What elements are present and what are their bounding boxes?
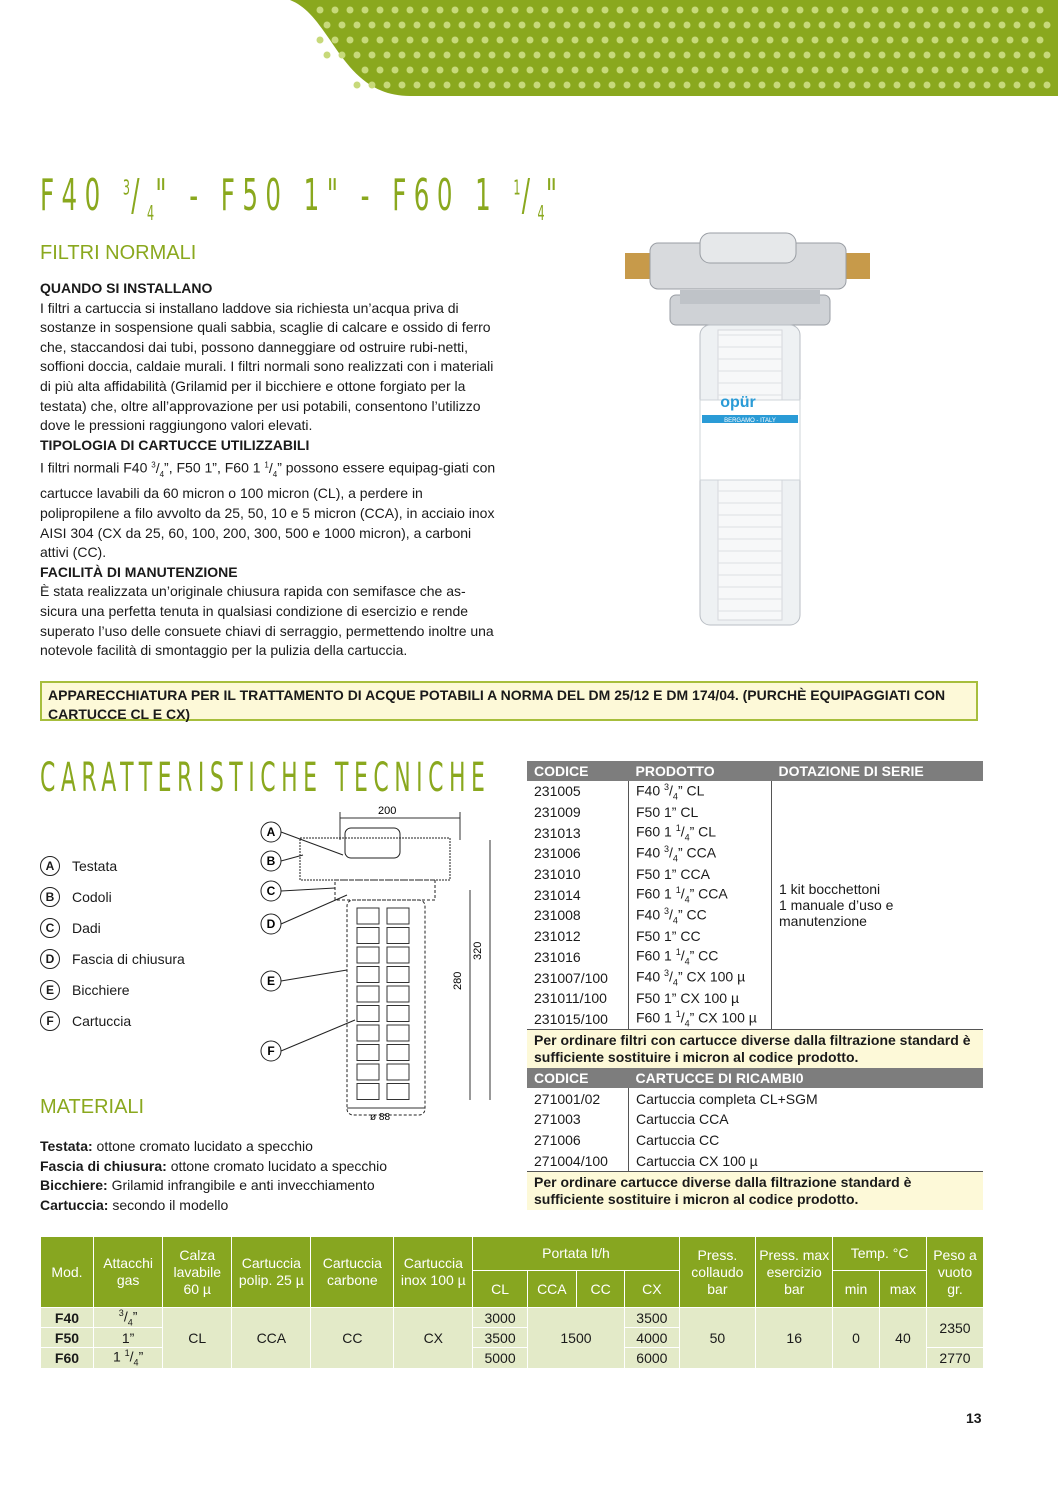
codes-note: Per ordinare filtri con cartucce diverse dalla filtrazione standard è sufficiente sostituire i micron al codice prodotto. [527, 1030, 983, 1069]
svg-text:BERGAMO - ITALY: BERGAMO - ITALY [724, 418, 776, 424]
heading-maintenance: FACILITÀ DI MANUTENZIONE [40, 563, 238, 580]
regulation-notice: APPARECCHIATURA PER IL TRATTAMENTO DI ACQUE POTABILI A NORMA DEL DM 25/12 E DM 174/04. (PURCHÈ EQUIPAGGIATI CON CARTUCCE CL E CX) [40, 681, 978, 721]
col-codice: CODICE [527, 761, 629, 781]
paragraph-installation: I filtri a cartuccia si installano laddove sia richiesta un’acqua priva di sostanze in sospensione quali sabbia, scaglie di calcare e ossido di ferro che, staccandosi dai tubi, possono danneggiare od ostruire rubi-netti, soffioni doccia, caldaie murali. I filtri normali sono realizzati con i materiali di più alta affidabilità (Grilamid per il bicchiere e ottone forgiato per la testata) che, oltre all’approvazione per usi potabili, consentono l’utilizzo dove le pressioni raggiungono valori elevati. [40, 299, 494, 434]
paragraph-cartridge-types: I filtri normali F40 $^3/_4$”, F50 1”, F60 1 $^1/_4$” possono essere equipag-giati con cartucce lavabili da 60 micron o 100 micron (CL), a perdere in polipropilene a filo avvolto da 25, 50, 10 e 5 micron (CCA), in acciaio inox AISI 304 (CX da 25, 60, 100, 200, 300, 500 e 1000 micron), a carboni attivi (CC). [40, 460, 496, 561]
parts-legend [40, 850, 185, 1036]
col-temp-max: max [879, 1271, 926, 1308]
col-inox: Cartuccia inox 100 µ [394, 1237, 473, 1308]
codes-header-row [527, 761, 983, 781]
materials-list [40, 1137, 387, 1215]
col-press-esercizio: Press. max esercizio bar [756, 1237, 833, 1308]
description-text [40, 279, 500, 661]
section-subtitle: FILTRI NORMALI [40, 242, 197, 264]
section-technical-title: CARATTERISTICHE TECNICHE [40, 755, 491, 801]
codes-table: CODICE PRODOTTO DOTAZIONE DI SERIE 231005 F40 $^3/_4$” CL 1 kit bocchettoni 1 manuale d’uso e manutenzione 231009 F50 1” CL 231013 F60 1 $^1/_4$” CL 231006 F40 $^3/_4$” CCA 231010 F50 1” CCA 231014 F60 1 $^1/_4$” CCA 231008 F40 $^3/_4$” CC 231012 F50 1” CC 231016 F60 1 $^1/_4$” CC 231007/100 F40 $^3/_4$” CX 100 µ 231011/100 F50 1” CX 100 µ 231015/100 F60 1 $^1/_4$” CX 100 µ Per ordinare filtri con cartucce diverse dalla filtrazione standard è sufficiente sostituire i micron al codice prodotto. CODICE CARTUCCE DI RICAMBI0 271001/02 Cartuccia completa CL+SGM 271003 Cartuccia CCA 271006 Cartuccia CC 271004/100 Cartuccia CX 100 µ Per ordinare cartucce diverse dalla filtrazione standard è sufficiente sostituire i micron al codice prodotto. [527, 761, 983, 1210]
specs-table [40, 1236, 984, 1369]
svg-text:F: F [267, 1044, 275, 1058]
table-row: 231010 F50 1” CCA [527, 864, 983, 885]
col-calza: Calza lavabile 60 µ [163, 1237, 232, 1308]
legend-letter: C [40, 918, 60, 938]
col-temp: Temp. °C [833, 1237, 927, 1271]
dotazione-cell: 1 kit bocchettoni 1 manuale d’uso e manutenzione [779, 881, 894, 930]
legend-item [40, 850, 185, 881]
svg-text:D: D [266, 917, 276, 931]
table-row: F40 $^3/_4$” CL CCA CC CX 3000 1500 3500 50 16 0 40 2350 [41, 1308, 984, 1328]
table-row: 231011/100 F50 1” CX 100 µ [527, 988, 983, 1009]
col-portata-cx: CX [625, 1271, 679, 1308]
col-portata: Portata lt/h [473, 1237, 679, 1271]
col-temp-min: min [833, 1271, 880, 1308]
legend-letter: D [40, 949, 60, 969]
svg-text:ø 88: ø 88 [370, 1112, 391, 1123]
material-item: Cartuccia: secondo il modello [40, 1196, 229, 1213]
col-portata-cc: CC [576, 1271, 624, 1308]
legend-letter: B [40, 887, 60, 907]
brand-logo: opür [720, 394, 756, 411]
svg-text:A: A [266, 825, 276, 839]
svg-text:B: B [266, 854, 276, 868]
col-press-collaudo: Press. collaudo bar [679, 1237, 756, 1308]
heading-installation: QUANDO SI INSTALLANO [40, 280, 213, 296]
legend-letter: E [40, 980, 60, 1000]
col-carbone: Cartuccia carbone [311, 1237, 394, 1308]
paragraph-maintenance: È stata realizzata un’originale chiusura rapida con semifasce che as-sicura una perfetta tenuta in qualsiasi condizione di esercizio e rende superato l’uso delle consuete chiavi di serraggio, permettendo inoltre una notevole facilità di smontaggio per la pulizia della cartuccia. [40, 583, 494, 659]
heading-cartridge-types: TIPOLOGIA DI CARTUCCE UTILIZZABILI [40, 436, 310, 453]
col-mod: Mod. [41, 1237, 94, 1308]
legend-label: Bicchiere [72, 981, 130, 998]
svg-text:E: E [266, 974, 276, 988]
col-portata-cca: CCA [527, 1271, 576, 1308]
legend-label: Cartuccia [72, 1012, 132, 1029]
material-item: Fascia di chiusura: ottone cromato lucidato a specchio [40, 1157, 388, 1174]
table-row: 231008 F40 $^3/_4$” CC [527, 905, 983, 926]
table-row: 231005 F40 $^3/_4$” CL 1 kit bocchettoni 1 manuale d’uso e manutenzione [527, 781, 983, 802]
col-dotazione: DOTAZIONE DI SERIE [772, 761, 984, 781]
table-row: F60 1 $^1/_4$” 5000 6000 2770 [41, 1348, 984, 1368]
svg-text:C: C [266, 884, 276, 898]
col-peso: Peso a vuoto gr. [927, 1237, 984, 1308]
col-portata-cl: CL [473, 1271, 527, 1308]
table-row: 231007/100 F40 $^3/_4$” CX 100 µ [527, 967, 983, 988]
table-row: 231014 F60 1 $^1/_4$” CCA [527, 884, 983, 905]
table-row: 231012 F50 1” CC [527, 926, 983, 947]
svg-text:280: 280 [452, 971, 464, 990]
legend-letter: F [40, 1011, 60, 1031]
table-row: 231009 F50 1” CL [527, 802, 983, 823]
technical-drawing [255, 800, 510, 1130]
materials-title: MATERIALI [40, 1096, 145, 1118]
table-row: F50 1” 3500 4000 [41, 1328, 984, 1348]
legend-label: Codoli [72, 888, 112, 905]
legend-item [40, 881, 185, 912]
table-row: 231006 F40 $^3/_4$” CCA [527, 843, 983, 864]
svg-text:320: 320 [472, 941, 484, 960]
material-item: Testata: ottone cromato lucidato a specchio [40, 1138, 313, 1154]
col-prodotto: PRODOTTO [629, 761, 772, 781]
page-title: F40 $^3/_4$" - F50 1" - F60 1 $^1/_4$" [40, 170, 565, 225]
legend-item [40, 912, 185, 943]
legend-item [40, 1005, 185, 1036]
table-row: 271004/100 Cartuccia CX 100 µ [527, 1150, 983, 1171]
attacco-f40: $^3/_4$” [93, 1308, 162, 1328]
legend-item [40, 974, 185, 1005]
legend-item [40, 943, 185, 974]
attacco-f60: 1 $^1/_4$” [93, 1348, 162, 1368]
cartridge-note: Per ordinare cartucce diverse dalla filtrazione standard è sufficiente sostituire i micron al codice prodotto. [527, 1172, 983, 1211]
col-attacchi: Attacchi gas [93, 1237, 162, 1308]
table-row: 231013 F60 1 $^1/_4$” CL [527, 822, 983, 843]
table-row: 271001/02 Cartuccia completa CL+SGM [527, 1088, 983, 1109]
header-dot-band [290, 0, 1058, 96]
table-row: 231016 F60 1 $^1/_4$” CC [527, 947, 983, 968]
table-row: 271003 Cartuccia CCA [527, 1109, 983, 1130]
table-row: 231015/100 F60 1 $^1/_4$” CX 100 µ [527, 1009, 983, 1030]
page-number: 13 [966, 1410, 982, 1426]
legend-label: Testata [72, 857, 118, 874]
legend-letter: A [40, 856, 60, 876]
product-photo [620, 225, 878, 633]
legend-label: Dadi [72, 919, 101, 936]
table-row: 271006 Cartuccia CC [527, 1130, 983, 1151]
legend-label: Fascia di chiusura [72, 950, 185, 967]
col-polip: Cartuccia polip. 25 µ [232, 1237, 311, 1308]
material-item: Bicchiere: Grilamid infrangibile e anti invecchiamento [40, 1177, 375, 1194]
svg-text:200: 200 [378, 805, 397, 817]
